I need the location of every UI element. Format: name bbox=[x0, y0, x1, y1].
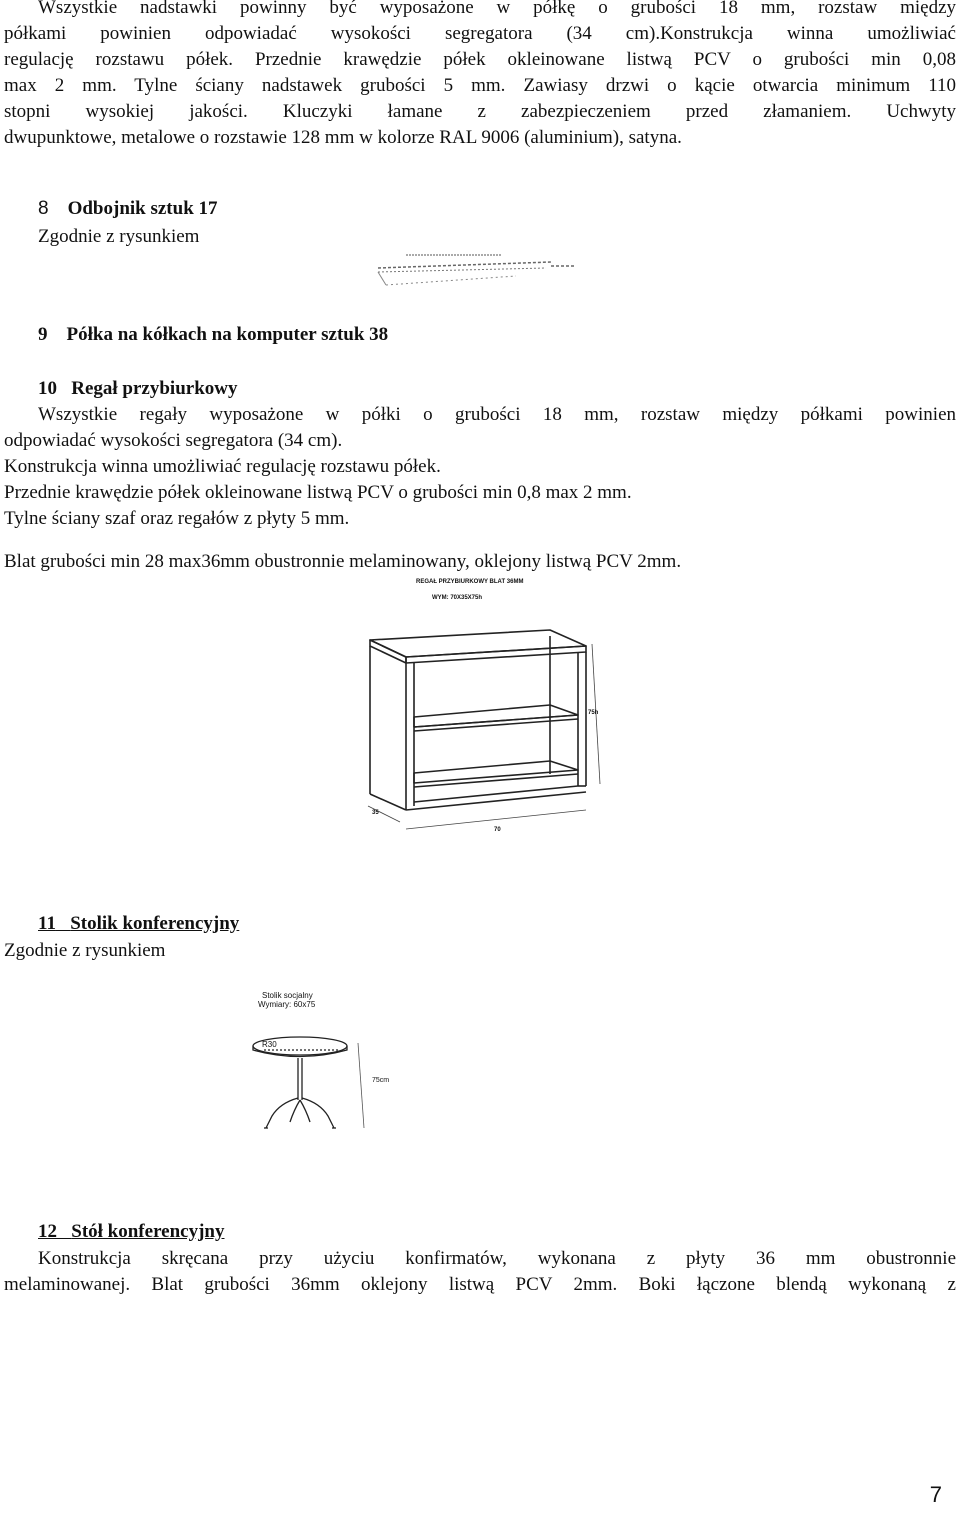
table-caption-dims: Wymiary: 60x75 bbox=[258, 1000, 316, 1009]
table-height-label: 75cm bbox=[372, 1077, 390, 1084]
table-radius-label: R30 bbox=[262, 1040, 277, 1049]
item-11-heading bbox=[38, 911, 239, 936]
bumper-drawing bbox=[376, 250, 586, 290]
item-9-number: 9 bbox=[38, 324, 48, 345]
item-11-subtitle: Zgodnie z rysunkiem bbox=[4, 940, 166, 961]
intro-line: stopni wysokiej jakości. Kluczyki łamane z zabezpieczeniem przed złamaniem. Uchwyty bbox=[4, 101, 956, 122]
item-8-subtitle: Zgodnie z rysunkiem bbox=[38, 226, 200, 247]
item-10-number: 10 bbox=[38, 378, 57, 399]
intro-line: półkami powinien odpowiadać wysokości segregatora (34 cm).Konstrukcja winna umożliwiać bbox=[4, 23, 956, 44]
shelf-drawing bbox=[360, 574, 620, 844]
item-12-title: Stół konferencyjny bbox=[71, 1221, 225, 1242]
shelf-caption-dims: WYM: 70X35X75h bbox=[432, 595, 483, 601]
item-11-number: 11 bbox=[38, 913, 56, 934]
item-10-line: Przednie krawędzie półek okleinowane listwą PCV o grubości min 0,8 max 2 mm. bbox=[4, 482, 632, 503]
table-drawing bbox=[250, 988, 410, 1138]
shelf-caption-title: REGAŁ PRZYBIURKOWY BLAT 36MM bbox=[416, 579, 524, 585]
intro-paragraph bbox=[4, 0, 956, 151]
item-10-line: Tylne ściany szaf oraz regałów z płyty 5 mm. bbox=[4, 508, 350, 529]
item-10-title: Regał przybiurkowy bbox=[71, 378, 238, 399]
item-9-heading bbox=[38, 322, 388, 347]
item-10-paragraph bbox=[4, 402, 956, 532]
intro-line: max 2 mm. Tylne ściany nadstawek grubości 5 mm. Zawiasy drzwi o kącie otwarcia minimum 110 bbox=[4, 75, 956, 96]
item-12-line: melaminowanej. Blat grubości 36mm oklejony listwą PCV 2mm. Boki łączone blendą wykonaną z bbox=[4, 1274, 956, 1295]
intro-line: Wszystkie nadstawki powinny być wyposażone w półkę o grubości 18 mm, rozstaw między bbox=[38, 0, 956, 18]
item-12-paragraph bbox=[4, 1246, 956, 1298]
shelf-dim-width: 70 bbox=[494, 827, 501, 833]
item-8-number: 8 bbox=[38, 198, 49, 219]
table-caption-title: Stolik socjalny bbox=[262, 991, 313, 1000]
item-9-title: Półka na kółkach na komputer sztuk 38 bbox=[66, 324, 389, 345]
item-10-line: Wszystkie regały wyposażone w półki o grubości 18 mm, rozstaw między półkami powinien bbox=[38, 404, 956, 425]
shelf-dim-depth: 35 bbox=[372, 810, 379, 816]
intro-line: dwupunktowe, metalowe o rozstawie 128 mm w kolorze RAL 9006 (aluminium), satyna. bbox=[4, 127, 682, 148]
item-12-line: Konstrukcja skręcana przy użyciu konfirmatów, wykonana z płyty 36 mm obustronnie bbox=[38, 1248, 956, 1269]
item-10-heading bbox=[38, 376, 238, 401]
shelf-dim-height: 75h bbox=[588, 710, 599, 716]
item-10-blat: Blat grubości min 28 max36mm obustronnie melaminowany, oklejony listwą PCV 2mm. bbox=[4, 551, 682, 572]
item-8-title: Odbojnik sztuk 17 bbox=[67, 198, 218, 219]
item-10-line: Konstrukcja winna umożliwiać regulację rozstawu półek. bbox=[4, 456, 441, 477]
intro-line: regulację rozstawu półek. Przednie krawędzie półek okleinowane listwą PCV o grubości min 0,08 bbox=[4, 49, 956, 70]
item-8-heading bbox=[38, 196, 218, 221]
item-10-line: odpowiadać wysokości segregatora (34 cm). bbox=[4, 430, 343, 451]
item-12-number: 12 bbox=[38, 1221, 57, 1242]
item-11-title: Stolik konferencyjny bbox=[70, 913, 240, 934]
page-number: 7 bbox=[929, 1482, 942, 1507]
item-12-heading bbox=[38, 1219, 224, 1244]
